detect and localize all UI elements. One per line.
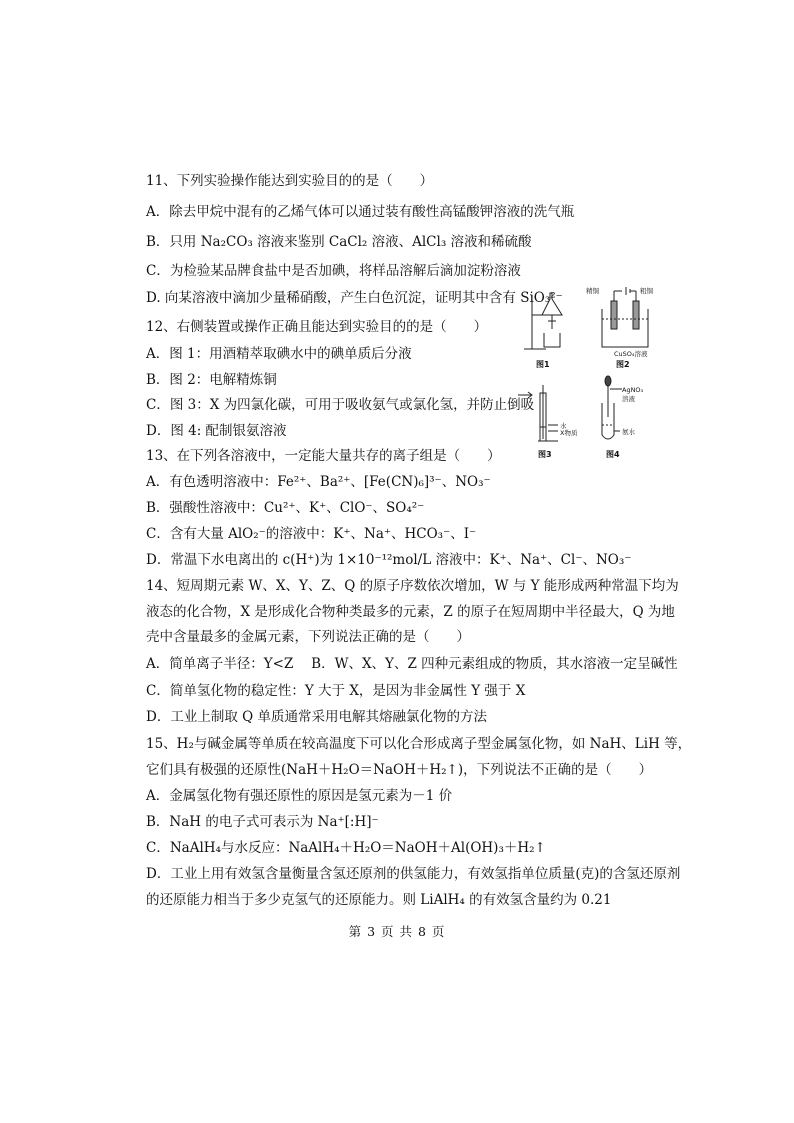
q11-option-a: A．除去甲烷中混有的乙烯气体可以通过装有酸性高锰酸钾溶液的洗气瓶	[146, 204, 575, 220]
q14-option-c: C．简单氢化物的稳定性：Y 大于 X，是因为非金属性 Y 强于 X	[146, 683, 526, 699]
separatory-funnel-figure	[524, 293, 562, 349]
fig4-solution-label: 溶液	[622, 395, 635, 403]
q13-option-c: C．含有大量 AlO₂⁻的溶液中：K⁺、Na⁺、HCO₃⁻、I⁻	[146, 526, 477, 542]
figure-2-label: 图2	[616, 360, 630, 369]
q15-stem-line-1: 15、H₂与碱金属等单质在较高温度下可以化合形成离子型金属氢化物，如 NaH、LiH 等，	[146, 736, 692, 752]
q13-stem: 13、在下列各溶液中，一定能大量共存的离子组是（ ）	[146, 448, 501, 464]
q12-option-b: B．图 2：电解精炼铜	[146, 372, 277, 388]
figure-3-label: 图3	[538, 450, 552, 459]
q13-option-a: A．有色透明溶液中：Fe²⁺、Ba²⁺、[Fe(CN)₆]³⁻、NO₃⁻	[146, 474, 491, 490]
fig4-agno3-label: AgNO₃	[622, 386, 644, 394]
q12-option-a: A．图 1：用酒精萃取碘水中的碘单质后分液	[146, 346, 412, 362]
dropper-test-tube-figure	[602, 376, 622, 439]
fig2-crude-copper-label: 粗铜	[640, 287, 653, 295]
q11-option-d: D. 向某溶液中滴加少量稀硝酸，产生白色沉淀，证明其中含有 SiO₃²⁻	[146, 290, 563, 306]
fig3-x-substance-label: X物质	[560, 429, 578, 437]
q11-stem: 11、下列实验操作能达到实验目的的是（ ）	[146, 173, 434, 189]
q14-option-ab: A．简单离子半径：Y<Z B．W、X、Y、Z 四种元素组成的物质，其水溶液一定呈碱性	[146, 656, 678, 672]
q15-option-a: A．金属氢化物有强还原性的原因是氢元素为－1 价	[146, 788, 453, 804]
figure-4-label: 图4	[606, 450, 620, 459]
q14-option-d: D．工业上制取 Q 单质通常采用电解其熔融氯化物的方法	[146, 709, 487, 725]
q14-stem-line-2: 液态的化合物，X 是形成化合物种类最多的元素，Z 的原子在短周期中半径最大，Q 为地	[146, 604, 675, 620]
q12-option-c: C．图 3：X 为四氯化碳，可用于吸收氨气或氯化氢，并防止倒吸	[146, 397, 535, 413]
figure-1-label: 图1	[536, 360, 550, 369]
fig4-ammonia-label: 氨水	[622, 428, 635, 436]
fig2-solution-label: CuSO₄溶液	[614, 350, 648, 358]
q15-option-d-line-1: D．工业上用有效氢含量衡量含氢还原剂的供氢能力，有效氢指单位质量(克)的含氢还原剂	[146, 866, 681, 882]
q13-option-b: B．强酸性溶液中：Cu²⁺、K⁺、ClO⁻、SO₄²⁻	[146, 500, 425, 516]
apparatus-figures	[510, 285, 670, 460]
gas-absorption-figure	[518, 385, 558, 441]
q11-option-b: B．只用 Na₂CO₃ 溶液来鉴别 CaCl₂ 溶液、AlCl₃ 溶液和稀硫酸	[146, 234, 532, 250]
page-footer: 第 3 页 共 8 页	[348, 924, 446, 939]
q14-stem-line-3: 壳中含量最多的金属元素，下列说法正确的是（ ）	[146, 629, 470, 645]
q15-option-c: C．NaAlH₄与水反应：NaAlH₄＋H₂O＝NaOH＋Al(OH)₃＋H₂↑	[146, 840, 546, 856]
q12-option-d: D．图 4: 配制银氨溶液	[146, 423, 287, 439]
fig2-pure-copper-label: 精铜	[586, 287, 599, 295]
electrolysis-cell-figure	[602, 287, 648, 347]
q11-option-c: C．为检验某品牌食盐中是否加碘，将样品溶解后滴加淀粉溶液	[146, 263, 521, 279]
q12-stem: 12、右侧装置或操作正确且能达到实验目的的是（ ）	[146, 319, 488, 335]
q15-option-b: B．NaH 的电子式可表示为 Na⁺[:H]⁻	[146, 814, 379, 830]
q13-option-d: D．常温下水电离出的 c(H⁺)为 1×10⁻¹²mol/L 溶液中：K⁺、Na⁺、Cl⁻、NO₃⁻	[146, 552, 632, 568]
fig3-water-label: 水	[560, 422, 567, 430]
q15-stem-line-2: 它们具有极强的还原性(NaH＋H₂O＝NaOH＋H₂↑)，下列说法不正确的是（ ）	[146, 762, 653, 778]
q14-stem-line-1: 14、短周期元素 W、X、Y、Z、Q 的原子序数依次增加，W 与 Y 能形成两种常温下均为	[146, 578, 679, 594]
apparatus-drawings	[510, 285, 670, 460]
q15-option-d-line-2: 的还原能力相当于多少克氢气的还原能力。则 LiAlH₄ 的有效氢含量约为 0.21	[146, 892, 612, 908]
